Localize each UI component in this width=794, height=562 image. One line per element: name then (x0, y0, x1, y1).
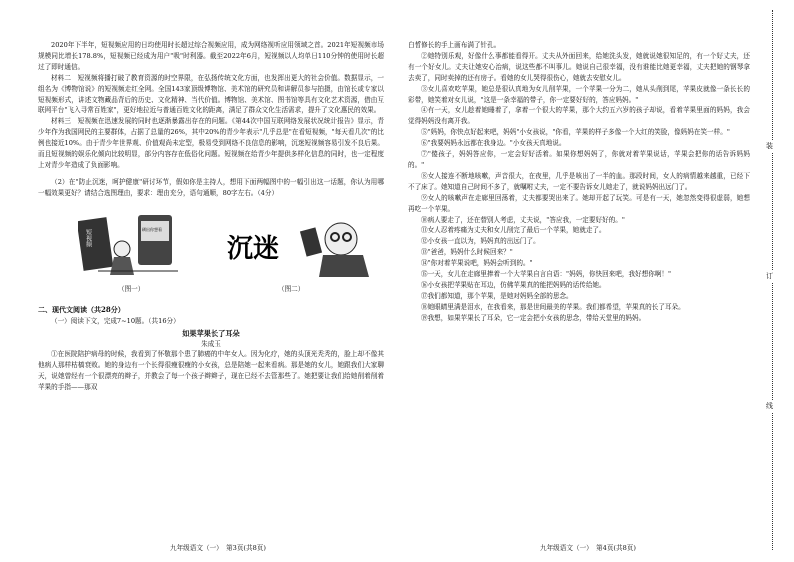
story-paragraph-top: 白皙修长的手上画布满了针孔。 (408, 41, 501, 49)
story-paragraph-1: ①在医院陪护病母的时候，我看到了怀敬那个患了肺癌的中年女人。因为化疗，她的头顶光秃秃的，脸上却不像其他病人那样枯槁衰败。她的身边有一个长得很瘦很瘦的小女孩，总是陪她一起来看病。那是她的女儿，她跟我们大家聊天，说她曾经有一个很漂亮的辫子，并教会了每一个孩子辫辫子，现在已经不去管那些了。她把要让我们给她削着削着苹果的手指——那双 (38, 350, 384, 392)
story-paragraph-8: ⑧女人接连不断地咳嗽，声音很大，在夜里，几乎是咳出了一半的血。那段时间，女人的病情越来越重，已经下不了床了。她知道自己时间不多了，就嘱咐丈夫，一定不要告诉女儿她走了，就说妈妈出远门了。 (408, 171, 750, 191)
binding-margin (752, 0, 794, 562)
story-paragraph-11: ⑪女人忍着疼痛为丈夫和女儿削完了最后一个苹果，她就走了。 (421, 226, 606, 235)
story-title: 如果苹果长了耳朵 (182, 328, 240, 338)
story-paragraph-5: ⑤"妈妈，你快点好起来吧，妈妈"小女孩说，"你看，苹果的样子多像一个大红的笑脸，像妈妈在笑一样。" (421, 128, 730, 137)
binding-char-1: 装 (766, 142, 773, 150)
subsection-heading: （一）阅读下文，完成7~10题。（共16分） (51, 316, 180, 325)
stats-paragraph: 2020年下半年，短视频应用的日均使用时长超过综合视频应用，成为网络视听应用领域之首。2021年短视频市场规模同比增长178.8%，短视频已经成为用户"吸"时利器。截至2022年6月，短视频以人均单日110分钟的使用时长超过了即时通信。 (38, 41, 384, 71)
fig2-label: 沉迷 (227, 233, 280, 264)
section-heading: 二、现代文阅读（共28分） (38, 304, 125, 314)
story-paragraph-13: ⑬"爸爸，妈妈什么时候回来？" (421, 248, 513, 257)
figure-2-caption: （图二） (278, 284, 305, 293)
page-4-column (408, 40, 750, 324)
story-paragraph-6: ⑥"我要妈妈永远都在我身边。"小女孩天真地说。 (421, 139, 566, 148)
story-paragraph-19: ⑲我想，如果苹果长了耳朵，它一定会把小女孩的思念，带给天堂里的妈妈。 (421, 313, 646, 322)
story-paragraph-15: ⑮一天，女儿在走廊里捧着一个大苹果自言自语："妈妈，你快回来吧，我好想你啊！" (421, 270, 672, 279)
story-paragraph-16: ⑯小女孩把苹果贴在耳边，仿佛苹果真的能把妈妈的话传给她。 (421, 280, 606, 289)
binding-char-3: 线 (766, 402, 773, 410)
figure-2-cartoon (223, 209, 373, 279)
story-paragraph-4: ④有一天，女儿趁着她睡着了，拿着一个很大的苹果，那个大约五六岁的孩子却说，看着苹果里面的妈妈，我会觉得妈妈没有离开我。 (408, 106, 750, 126)
material-2-paragraph: 材料二 短视频将播打破了教育资源的时空界限，在弘扬传统文化方面，也发挥出更大的社会价值。数据显示，一组名为《博物馆说》的短视频走红全网。全国143家顶级博物馆、美术馆的研究员和讲解员参与拍摄，由馆长或专家以短视频形式，讲述文物藏品背后的历史、文化精神、当代价值。博物馆、美术馆、图书馆等具有文化艺术资源，借由互联网平台"飞入寻常百姓家"，更好地拉近与普通百姓文化的距离，满足了群众文化生活需求，提升了文化惠民的效果。 (38, 73, 384, 115)
story-paragraph-12: ⑫小女孩一直以为，妈妈真的出远门了。 (421, 237, 540, 246)
figures (38, 207, 384, 299)
page-4 (400, 0, 752, 562)
page-3 (0, 0, 392, 562)
story-author: 朱成玉 (201, 340, 221, 349)
binding-char-2: 订 (766, 272, 773, 280)
story-paragraph-18: ⑱她眼睛里满是泪水，在我看来，那是世间最美的苹果。我们都希望，苹果真的长了耳朵。 (421, 302, 685, 311)
story-paragraph-14: ⑭"你对着苹果说吧，妈妈会听到的。" (421, 259, 533, 268)
page-4-footer: 九年级语文（一） 第4页(共8页) (540, 544, 636, 552)
story-paragraph-2: ②她特别乐观，好像什么事都能看得开。丈夫从外面回来，给她洗头发，她就说她很知足的，有一个好丈夫，还有一个好女儿。丈夫让她安心治病，说这些都不叫事儿。她说自己很幸福，没有谁能比她更幸福，丈夫把她的钢琴拿去卖了，同时卖掉的还有房子。看她的女儿哭得很伤心，她就去安慰女儿。 (408, 51, 750, 82)
figure-1-caption: （图一） (118, 284, 145, 293)
fig1-phone-text: 刷出你想看 (142, 226, 162, 232)
page-3-footer: 九年级语文（一） 第3页(共8页) (170, 544, 266, 552)
story-paragraph-17: ⑰我们都知道，那个苹果，是她对妈妈全部的思念。 (421, 291, 573, 300)
figure-1-cartoon (78, 209, 188, 279)
fig1-label: 短视频 (84, 228, 92, 247)
story-paragraph-10: ⑩病人要走了，还在替别人考虑，丈夫说，"答应我，一定要好好的。" (421, 215, 625, 224)
page-3-column (38, 40, 384, 393)
story-paragraph-7: ⑦"傻孩子，妈妈答应你，一定会好好活着。如果你想妈妈了，你就对着苹果说话，苹果会把你的话告诉妈妈的。" (408, 150, 750, 169)
story-paragraph-9: ⑨女人的咳嗽声在走廊里回荡着，丈夫都要哭出来了。她却开起了玩笑。可是有一天，她忽然变得很虚弱，她想再吃一个苹果。 (408, 193, 750, 213)
question-paragraph: （2）在"防止沉迷，呵护健康"研讨环节，假如你是主持人，想用下面两幅图中的一幅引出这一话题，你认为用哪一幅效果更好？请结合选图理由，要求：理由充分，语句通顺，80字左右。（4分） (38, 177, 384, 197)
story-paragraph-3: ③女儿喜欢吃苹果，她总是很认真地为女儿削苹果，一个苹果一分为二，她从头削到尾，苹果皮就像一条长长的彩带，她笑着对女儿说，"这是一条幸福的带子，你一定要好好的，答应妈妈。" (408, 84, 750, 104)
material-3-paragraph: 材料三 短视频在迅速发展的同时也逐渐暴露出存在的问题。《第44次中国互联网络发展状况统计报告》显示，青少年作为我国网民的主要群体，占据了总量的26%，其中20%的青少年表示"几乎总是"在看短视频，"每天看几次"的比例也接近10%。由于青少年世界观、价值观尚未定型，极易受到网络不良信息的影响，沉迷短视频容易引发不良后果。而且短视频的娱乐化倾向比较明显，部分内容存在低俗化问题。短视频在给青少年提供多样化信息的同时，也一定程度上对青少年造成了负面影响。 (38, 117, 384, 169)
